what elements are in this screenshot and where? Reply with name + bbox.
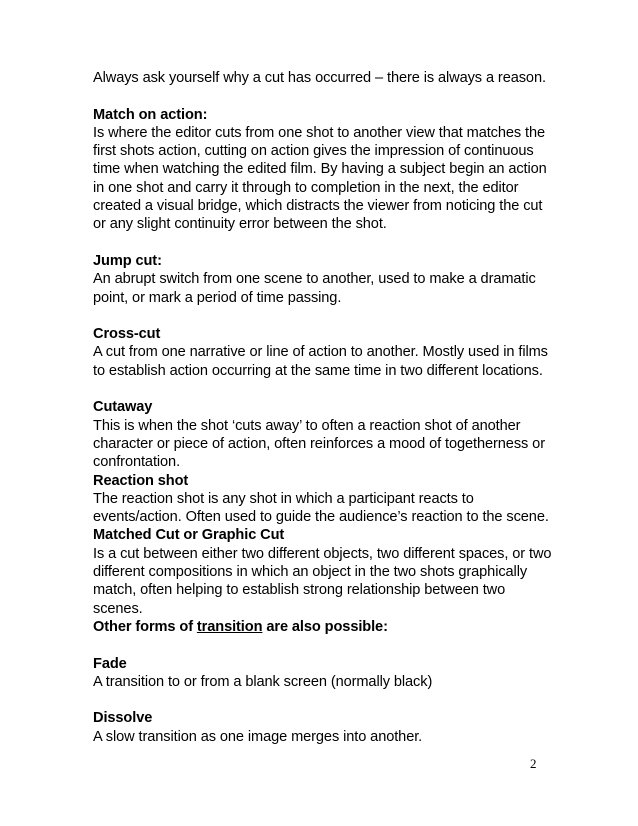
spacer <box>93 234 553 252</box>
transitions-heading-before: Other forms of <box>93 618 197 635</box>
section-heading-matched-cut: Matched Cut or Graphic Cut <box>93 527 285 544</box>
section-body-cross-cut: A cut from one narrative or line of action to another. Mostly used in films to establish action occurring at the same time in two different locations. <box>93 344 548 379</box>
section-body-fade: A transition to or from a blank screen (normally black) <box>93 673 433 690</box>
section-heading-fade: Fade <box>93 655 127 672</box>
spacer <box>93 691 553 709</box>
document-page <box>93 69 553 746</box>
section-heading-cutaway: Cutaway <box>93 399 153 416</box>
section-heading-reaction-shot: Reaction shot <box>93 472 189 489</box>
spacer <box>93 380 553 398</box>
spacer <box>93 87 553 105</box>
transitions-heading-after: are also possible: <box>262 618 388 635</box>
section-body-dissolve: A slow transition as one image merges into another. <box>93 728 423 745</box>
section-body-reaction-shot: The reaction shot is any shot in which a participant reacts to events/action. Often used to guide the audience’s reaction to the scene. <box>93 490 549 526</box>
spacer <box>93 307 553 325</box>
section-body-matched-cut: Is a cut between either two different objects, two different spaces, or two different compositions in which an object in the two shots graphically match, often helping to establish strong relationship between two scenes. <box>93 545 552 617</box>
section-body-jump-cut: An abrupt switch from one scene to another, used to make a dramatic point, or mark a period of time passing. <box>93 271 536 306</box>
intro-paragraph: Always ask yourself why a cut has occurred – there is always a reason. <box>93 70 546 86</box>
spacer <box>93 636 553 654</box>
page-number: 2 <box>530 756 537 771</box>
section-body-cutaway: This is when the shot ‘cuts away’ to often a reaction shot of another character or piece of action, often reinforces a mood of togetherness or confrontation. <box>93 417 545 471</box>
section-heading-match-on-action: Match on action: <box>93 106 208 123</box>
section-body-match-on-action: Is where the editor cuts from one shot to another view that matches the first shots action, cutting on action gives the impression of continuous time when watching the edited film. By having a subject begin an action in one shot and carry it through to completion in the next, the editor created a visual bridge, which distracts the viewer from noticing the cut or any slight continuity error between the shot. <box>93 124 547 233</box>
section-heading-dissolve: Dissolve <box>93 710 153 727</box>
section-heading-jump-cut: Jump cut: <box>93 252 162 269</box>
transitions-heading <box>93 618 553 636</box>
section-heading-cross-cut: Cross-cut <box>93 326 161 343</box>
transition-underlined-word: transition <box>196 618 263 635</box>
